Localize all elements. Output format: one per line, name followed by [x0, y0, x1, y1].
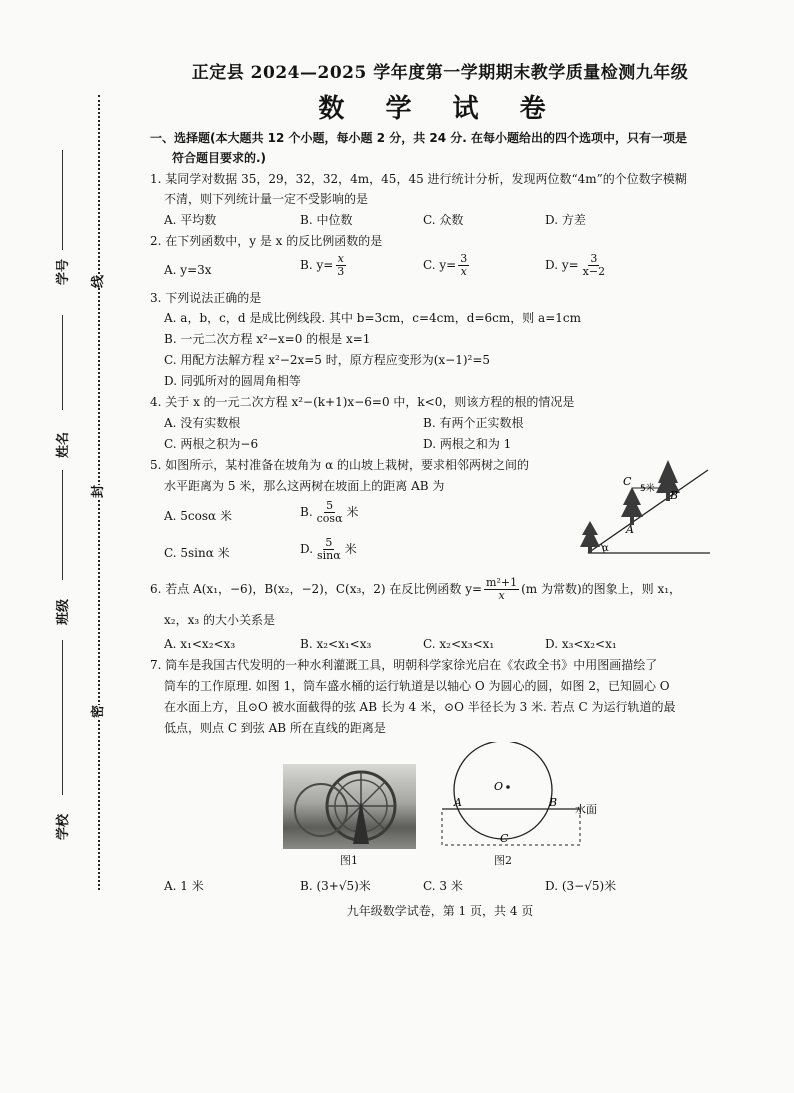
q2-option-c: [423, 253, 471, 278]
q6-option-c: C. x₂<x₃<x₁: [423, 637, 495, 651]
fig-label-a: A: [626, 523, 634, 536]
fig-label-b: B: [549, 796, 558, 809]
q1-option-c: C. 众数: [423, 213, 464, 227]
q2-option-b: [300, 253, 348, 278]
tree-icon: [580, 521, 600, 553]
fig-label-c: C: [623, 475, 632, 488]
q5-d-denominator: sinα: [317, 549, 341, 562]
q1-option-b: B. 中位数: [300, 213, 353, 227]
binding-char-xian: 线: [85, 275, 108, 288]
slope-line: [588, 470, 708, 553]
q7-stem-line4: 低点，则点 C 到弦 AB 所在直线的距离是: [164, 721, 386, 735]
q2-b-denominator: 3: [337, 265, 345, 278]
q5-option-b-fraction: [315, 500, 345, 525]
water-wheel-illustration: [283, 764, 416, 849]
q2-d-numerator: 3: [590, 252, 598, 265]
q4-option-b: B. 有两个正实数根: [423, 416, 524, 430]
q2-option-d: [545, 253, 609, 278]
water-wheel-photo: [283, 764, 416, 849]
q7-option-a: A. 1 米: [164, 879, 204, 893]
fig1-caption: 图1: [340, 854, 358, 867]
q5-stem-line2: 水平距离为 5 米，那么这两树在坡面上的距离 AB 为: [164, 479, 445, 493]
sidebar-label-name: 姓名: [56, 431, 71, 458]
q6-stem-line2: x₂，x₃ 的大小关系是: [164, 613, 275, 627]
q6-option-b: B. x₂<x₁<x₃: [300, 637, 372, 651]
center-point-o: [506, 785, 510, 789]
fig-label-b: B: [670, 489, 679, 502]
q2-option-b-label: B. y=: [300, 258, 334, 272]
fig-label-a: A: [454, 796, 462, 809]
q6-numerator: m²+1: [486, 576, 518, 589]
side-line-3: [62, 470, 63, 580]
binding-char-feng: 封: [85, 485, 108, 498]
q7-option-d: D. (3−√5)米: [545, 879, 617, 893]
side-line-4: [62, 640, 63, 795]
q5-option-d: [300, 537, 357, 562]
q5-option-b-label: B.: [300, 505, 313, 519]
q3-stem: 3. 下列说法正确的是: [150, 291, 262, 305]
q5-b-denominator: cosα: [316, 512, 343, 525]
q2-option-d-fraction: [581, 253, 607, 278]
side-line-2: [62, 315, 63, 410]
q5-d-numerator: 5: [325, 536, 333, 549]
q2-d-denominator: x−2: [582, 265, 606, 278]
q3-option-b: B. 一元二次方程 x²−x=0 的根是 x=1: [164, 332, 371, 346]
q2-stem: 2. 在下列函数中，y 是 x 的反比例函数的是: [150, 234, 383, 248]
exam-title: 数 学 试 卷: [318, 94, 562, 124]
sidebar-label-school: 学校: [56, 813, 71, 840]
q5-option-b-unit: 米: [346, 505, 359, 519]
q7-stem-line2: 筒车的工作原理. 如图 1，筒车盛水桶的运行轨道是以轴心 O 为圆心的圆，如图 2，已知圆心 O: [164, 679, 670, 693]
binding-char-mi: 密: [85, 705, 108, 718]
q6-option-a: A. x₁<x₂<x₃: [164, 637, 236, 651]
q7-stem-line3: 在水面上方，且⊙O 被水面截得的弦 AB 长为 4 米，⊙O 半径长为 3 米. 若点 C 为运行轨道的最: [164, 700, 676, 714]
q1-option-d: D. 方差: [545, 213, 586, 227]
q2-c-numerator: 3: [460, 252, 468, 265]
q6-fraction: [484, 577, 519, 602]
page-footer: 九年级数学试卷，第 1 页，共 4 页: [346, 904, 534, 918]
sidebar-label-student-id: 学号: [56, 258, 71, 285]
q2-option-b-fraction: [335, 253, 346, 278]
q5-option-d-unit: 米: [344, 542, 357, 556]
water-rect: [442, 809, 580, 845]
fig-label-c: C: [500, 832, 509, 845]
fig-label-alpha: α: [602, 543, 609, 554]
q5-slope-figure: [570, 455, 715, 560]
q1-stem-line2: 不清，则下列统计量一定不受影响的是: [164, 192, 369, 206]
section-heading-line1: 一、选择题(本大题共 12 个小题，每小题 2 分，共 24 分. 在每小题给出的四个选项中，只有一项是: [150, 131, 688, 145]
q4-option-a: A. 没有实数根: [164, 416, 241, 430]
fig-label-water: 水面: [575, 803, 597, 816]
q1-option-a: A. 平均数: [164, 213, 217, 227]
q2-b-numerator: x: [337, 252, 344, 265]
q5-option-c: C. 5sinα 米: [164, 546, 230, 560]
q4-stem: 4. 关于 x 的一元二次方程 x²−(k+1)x−6=0 中，k<0，则该方程的根的情况是: [150, 395, 575, 409]
q6-stem-prefix: 6. 若点 A(x₁，−6)，B(x₂，−2)，C(x₃，2) 在反比例函数 y=: [150, 582, 483, 596]
q5-option-a: A. 5cosα 米: [164, 509, 232, 523]
q2-option-a: A. y=3x: [164, 263, 212, 277]
q6-option-d: D. x₃<x₂<x₁: [545, 637, 617, 651]
q2-option-c-label: C. y=: [423, 258, 457, 272]
section-heading-line2: 符合题目要求的.): [172, 151, 267, 165]
q5-b-numerator: 5: [326, 499, 334, 512]
q3-option-c: C. 用配方法解方程 x²−2x=5 时，原方程应变形为(x−1)²=5: [164, 353, 491, 367]
sidebar-label-class: 班级: [56, 598, 71, 625]
q4-option-d: D. 两根之和为 1: [423, 437, 512, 451]
q3-option-a: A. a，b，c，d 是成比例线段. 其中 b=3cm，c=4cm，d=6cm，则 a=1cm: [164, 311, 582, 325]
fig-label-dist: 5米: [640, 484, 655, 494]
q1-stem-line1: 1. 某同学对数据 35，29，32，32，4m，45，45 进行统计分析，发现两位数“4m”的个位数字模糊: [150, 172, 687, 186]
fig-label-o: O: [494, 780, 504, 793]
q2-option-c-fraction: [458, 253, 469, 278]
q2-c-denominator: x: [460, 265, 467, 278]
q6-stem-suffix: (m 为常数)的图象上，则 x₁，: [521, 582, 682, 596]
q7-option-c: C. 3 米: [423, 879, 463, 893]
q5-option-d-label: D.: [300, 542, 314, 556]
q6-denominator: x: [498, 589, 505, 602]
q5-option-d-fraction: [315, 537, 343, 562]
side-line-1: [62, 150, 63, 250]
exam-header-line: 正定县 2024—2025 学年度第一学期期末教学质量检测九年级: [191, 63, 689, 83]
q6-stem-line1: [150, 577, 681, 602]
q4-option-c: C. 两根之积为−6: [164, 437, 259, 451]
q5-stem-line1: 5. 如图所示，某村准备在坡角为 α 的山坡上栽树，要求相邻两树之间的: [150, 458, 529, 472]
q7-stem-line1: 7. 筒车是我国古代发明的一种水利灌溉工具，明朝科学家徐光启在《农政全书》中用图画描绘了: [150, 658, 658, 672]
q7-option-b: B. (3+√5)米: [300, 879, 371, 893]
q3-option-d: D. 同弧所对的圆周角相等: [164, 374, 301, 388]
q7-circle-figure: [440, 742, 610, 847]
q2-option-d-label: D. y=: [545, 258, 579, 272]
fig2-caption: 图2: [494, 854, 512, 867]
q5-option-b: [300, 500, 359, 525]
